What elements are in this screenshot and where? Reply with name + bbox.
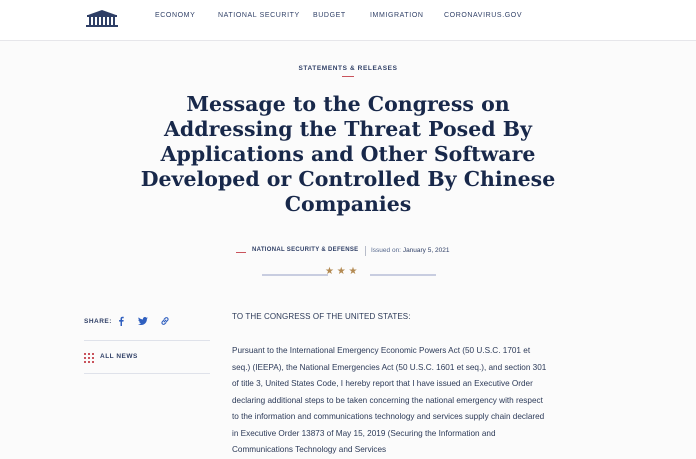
issued-date-value: January 5, 2021 — [402, 247, 450, 254]
category-accent — [236, 252, 246, 253]
star-divider — [0, 266, 696, 282]
nav-national-security[interactable]: NATIONAL SECURITY — [218, 12, 300, 19]
nav-budget[interactable]: BUDGET — [313, 12, 346, 19]
white-house-logo-icon[interactable] — [84, 8, 120, 28]
sidebar-divider-bottom — [84, 373, 210, 374]
link-icon[interactable] — [157, 313, 173, 329]
article-meta — [0, 246, 696, 258]
share-label: SHARE: — [84, 318, 112, 325]
nav-coronavirus[interactable]: CORONAVIRUS.GOV — [444, 12, 523, 19]
issued-date — [371, 247, 449, 254]
salutation: TO THE CONGRESS OF THE UNITED STATES: — [232, 312, 411, 321]
sidebar-divider-top — [84, 340, 210, 341]
star-row: ★ ★ ★ — [325, 266, 358, 277]
article-body — [232, 312, 548, 459]
star-divider-line-right — [370, 274, 436, 276]
all-news-label: ALL NEWS — [100, 353, 138, 360]
top-navigation-bar — [0, 0, 696, 41]
grid-icon — [84, 353, 94, 363]
nav-economy[interactable]: ECONOMY — [155, 12, 196, 19]
kicker-underline — [342, 76, 354, 77]
twitter-icon[interactable] — [135, 313, 151, 329]
facebook-icon[interactable] — [113, 313, 129, 329]
category-link[interactable]: NATIONAL SECURITY & DEFENSE — [252, 247, 359, 253]
body-paragraph: Pursuant to the International Emergency Economic Powers Act (50 U.S.C. 1701 et seq.) (IEEPA), the National Emergencies Act (50 U.S.C. 1601 et seq.), and section 301 of title 3, United States Code, I hereby report that I have issued an Executive Order declaring additional steps to be taken concerning the national emergency with respect to the information and communications technology and services supply chain declared in Executive Order 13873 of May 15, 2019 (Securing the Information and Communications Technology and Services — [232, 346, 547, 454]
star-divider-line-left — [262, 274, 328, 276]
nav-immigration[interactable]: IMMIGRATION — [370, 12, 424, 19]
page-title: Message to the Congress on Addressing the Threat Posed By Applications and Other Software Developed or Controlled By Chinese Companies — [140, 92, 556, 216]
section-kicker[interactable]: STATEMENTS & RELEASES — [298, 65, 398, 72]
meta-divider — [365, 246, 366, 256]
issued-label: Issued on: — [371, 247, 401, 254]
